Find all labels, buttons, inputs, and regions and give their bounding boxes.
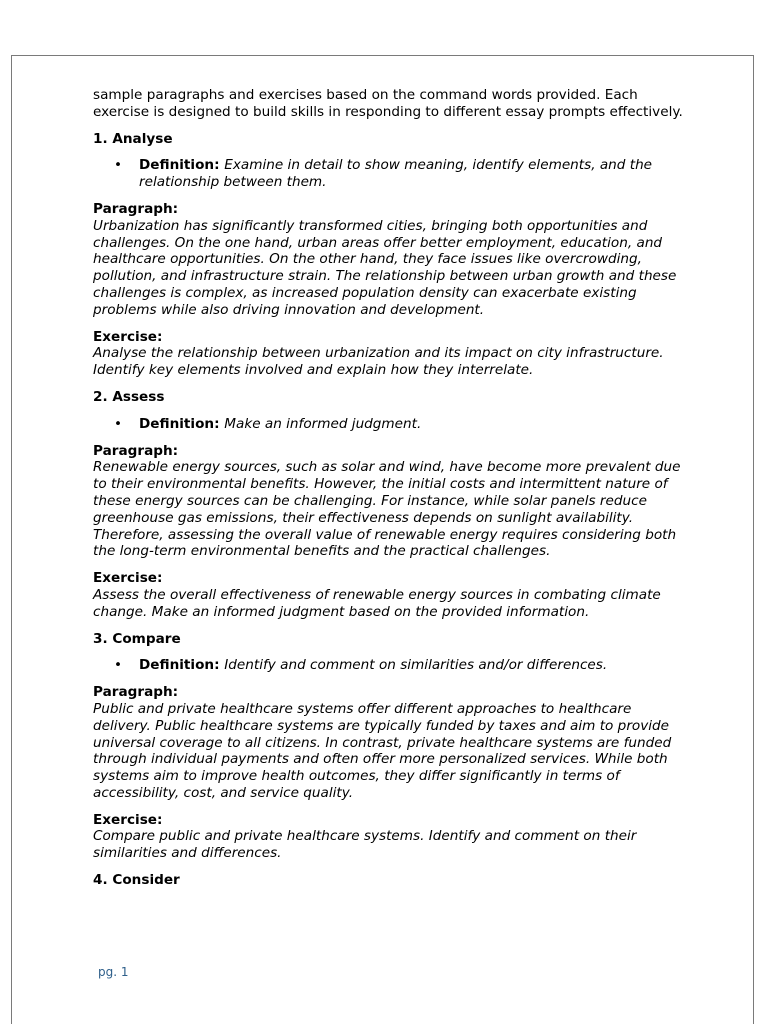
exercise-text: Analyse the relationship between urbanization and its impact on city infrastructure. Identify key elements involved and explain how they interrelate. [93, 345, 664, 379]
exercise-label: Exercise: [93, 328, 163, 345]
exercise-block [93, 812, 683, 862]
exercise-label: Exercise: [93, 811, 163, 828]
definition-text: Identify and comment on similarities and/or differences. [224, 657, 608, 674]
document-body [93, 87, 683, 899]
bullet-icon: • [114, 415, 123, 432]
paragraph-block [93, 684, 683, 802]
paragraph-text: Urbanization has significantly transformed cities, bringing both opportunities and challenges. On the one hand, urban areas offer better employment, education, and healthcare opportunities. On the other hand, they face issues like overcrowding, pollution, and infrastructure strain. The relationship between urban growth and these challenges is complex, as increased population density can exacerbate existing problems while also driving innovation and development. [93, 217, 677, 318]
definition-item [93, 416, 683, 433]
exercise-block [93, 570, 683, 620]
exercise-block [93, 329, 683, 379]
paragraph-text: Public and private healthcare systems offer different approaches to healthcare delivery. Public healthcare systems are typically funded by taxes and aim to provide universal coverage to all citizens. In contrast, private healthcare systems are funded through individual payments and often offer more personalized services. While both systems aim to improve health outcomes, they differ significantly in terms of accessibility, cost, and service quality. [93, 700, 672, 801]
section-assess [93, 389, 683, 621]
definition-text: Examine in detail to show meaning, identify elements, and the relationship between them. [139, 157, 653, 191]
bullet-icon: • [114, 157, 123, 174]
exercise-text: Assess the overall effectiveness of renewable energy sources in combating climate change. Make an informed judgment based on the provided information. [93, 586, 661, 620]
section-heading: 3. Compare [93, 630, 181, 647]
section-heading: 2. Assess [93, 388, 165, 405]
paragraph-label: Paragraph: [93, 684, 179, 701]
section-analyse [93, 131, 683, 379]
section-heading: 1. Analyse [93, 130, 173, 147]
page-number: pg. 1 [98, 965, 129, 979]
paragraph-block [93, 443, 683, 561]
definition-item [93, 657, 683, 674]
definition-text: Make an informed judgment. [224, 415, 422, 432]
exercise-label: Exercise: [93, 570, 163, 587]
paragraph-text: Renewable energy sources, such as solar and wind, have become more prevalent due to their environmental benefits. However, the initial costs and intermittent nature of these energy sources can be challenging. For instance, while solar panels reduce greenhouse gas emissions, their effectiveness depends on sunlight availability. Therefore, assessing the overall value of renewable energy requires considering both the long-term environmental benefits and the practical challenges. [93, 459, 681, 560]
definition-label: Definition: [139, 657, 225, 674]
section-heading-consider: 4. Consider [93, 872, 180, 889]
definition-item [93, 157, 683, 191]
paragraph-label: Paragraph: [93, 442, 179, 459]
exercise-text: Compare public and private healthcare systems. Identify and comment on their similarities and differences. [93, 828, 637, 862]
definition-label: Definition: [139, 415, 225, 432]
intro-paragraph: sample paragraphs and exercises based on the command words provided. Each exercise is designed to build skills in responding to different essay prompts effectively. [93, 87, 683, 120]
definition-label: Definition: [139, 157, 225, 174]
bullet-icon: • [114, 657, 123, 674]
section-compare [93, 631, 683, 863]
paragraph-label: Paragraph: [93, 200, 179, 217]
paragraph-block [93, 201, 683, 319]
